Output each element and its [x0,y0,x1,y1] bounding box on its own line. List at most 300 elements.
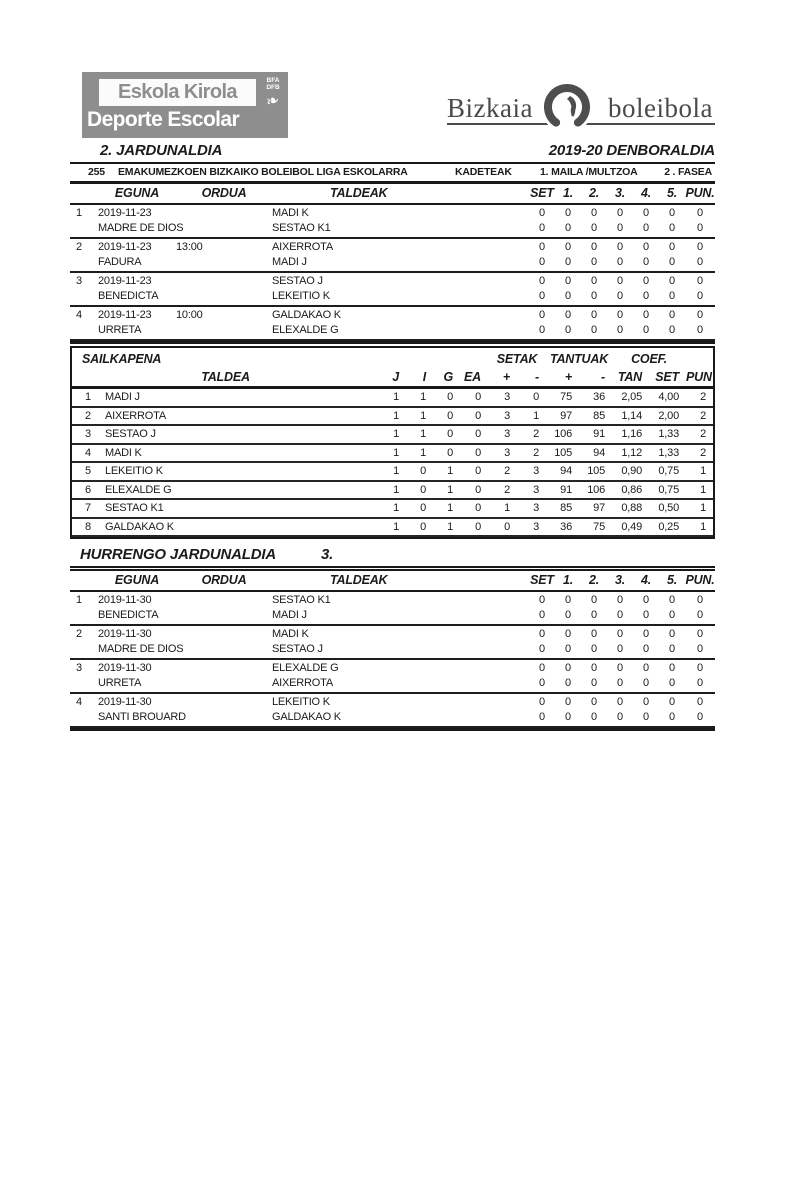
score-cell: 0 [697,309,703,321]
score-cell: 0 [539,309,545,321]
standings-team: AIXERROTA [105,409,166,422]
col-set-minus: - [535,370,539,384]
col-taldeak: TALDEAK [330,573,388,587]
score-cell: 0 [539,609,545,621]
bfa-badge-line1: BFA [266,77,280,84]
match-time [176,274,272,289]
stat-tan-coef: 0,88 [621,502,642,514]
stat-points-for: 75 [560,391,572,403]
stat-ea: 0 [475,520,481,533]
col-set4: 4. [640,573,652,587]
match-row [70,660,715,694]
col-taldea: TALDEA [201,370,250,384]
stat-g: 0 [447,391,453,403]
match-time [176,661,272,676]
stat-sets-lost: 2 [533,446,539,459]
score-cell: 0 [669,609,675,621]
stat-g: 1 [447,483,453,496]
stat-j: 1 [393,428,399,440]
stat-sets-won: 3 [504,391,510,403]
stat-points-against: 75 [593,520,605,533]
match-time: 13:00 [176,241,203,253]
standings-team: ELEXALDE G [105,483,172,496]
score-cell: 0 [697,628,703,640]
stat-i: 1 [420,409,426,422]
match-away-line [70,608,715,623]
score-cell: 0 [643,290,649,302]
score-cell: 0 [565,643,571,655]
standings-position: 5 [85,465,91,477]
score-cell: 0 [669,309,675,321]
away-team: LEKEITIO K [272,290,330,302]
stat-points-against: 94 [593,446,605,459]
stat-points-for: 85 [560,502,572,514]
bfa-emblem [258,72,288,138]
bizkaia-wordmark: Bizkaia [447,93,533,123]
score-cell: 0 [697,207,703,219]
score-cell: 0 [669,643,675,655]
col-taldeak: TALDEAK [330,186,388,200]
score-cell: 0 [669,290,675,302]
stat-set-coef: 1,33 [658,446,679,459]
score-cell: 0 [565,628,571,640]
score-cell: 0 [617,711,623,723]
match-number: 4 [76,309,82,321]
standings-position: 6 [85,483,91,496]
col-ordua: ORDUA [201,573,247,587]
stat-g: 0 [447,428,453,440]
round2-table [70,184,715,344]
score-cell: 0 [617,241,623,253]
stat-tan-coef: 1,16 [621,428,642,440]
stat-set-coef: 4,00 [658,391,679,403]
score-cell: 0 [697,696,703,708]
title-row [70,142,715,160]
score-cell: 0 [643,594,649,606]
match-number: 1 [76,207,82,219]
score-cell: 0 [565,677,571,689]
stat-sets-won: 3 [504,446,510,459]
stat-sets-lost: 2 [533,428,539,440]
col-set3: 3. [614,573,626,587]
away-team: GALDAKAO K [272,711,341,723]
stat-points-for: 94 [560,465,572,477]
col-set3: 3. [614,186,626,200]
match-home-line [70,627,715,642]
stat-i: 1 [420,428,426,440]
score-cell: 0 [697,594,703,606]
match-away-line [70,221,715,236]
score-cell: 0 [565,275,571,287]
col-set1: 1. [562,186,574,200]
col-eguna: EGUNA [114,186,160,200]
standings-team: SESTAO K1 [105,502,164,514]
match-venue: BENEDICTA [98,609,159,621]
score-cell: 0 [643,309,649,321]
score-cell: 0 [617,222,623,234]
match-date: 2019-11-23 [98,275,152,287]
home-team: GALDAKAO K [272,309,341,321]
stat-tan-coef: 1,14 [621,409,642,422]
col-eguna: EGUNA [114,573,160,587]
standings-team-cell [72,446,379,461]
match-date: 2019-11-23 [98,207,152,219]
stat-points-against: 106 [587,483,605,496]
score-cell: 0 [669,711,675,723]
match-row [70,626,715,660]
stat-pun: 2 [700,428,706,440]
next-round-title: HURRENGO JARDUNALDIA [80,546,277,563]
col-tan-minus: - [601,370,605,384]
score-cell: 0 [565,222,571,234]
home-team: SESTAO K1 [272,594,331,606]
home-team: LEKEITIO K [272,696,330,708]
stat-pun: 2 [700,409,706,422]
match-time [176,206,272,221]
standings-row [72,426,713,445]
stat-set-coef: 0,75 [658,483,679,496]
stat-g: 1 [447,520,453,533]
score-cell: 0 [643,711,649,723]
score-cell: 0 [643,643,649,655]
stat-set-coef: 1,33 [658,428,679,440]
league-code: 255 [88,166,105,178]
stat-ea: 0 [475,409,481,422]
score-cell: 0 [539,324,545,336]
stat-tan-coef: 2,05 [621,391,642,403]
stat-sets-won: 3 [504,428,510,440]
score-cell: 0 [697,275,703,287]
standings-team: SESTAO J [105,428,156,440]
standings-team-cell [72,390,379,405]
score-cell: 0 [565,207,571,219]
score-cell: 0 [591,256,597,268]
score-cell: 0 [617,628,623,640]
score-cell: 0 [643,628,649,640]
match-number: 3 [76,662,82,674]
score-cell: 0 [643,275,649,287]
standings-team: MADI K [105,446,142,459]
standings-team-cell [72,427,379,442]
score-cell: 0 [697,662,703,674]
stat-i: 0 [420,483,426,496]
stat-ea: 0 [475,483,481,496]
volleyball-swirl-icon [540,80,594,134]
match-home-line [70,274,715,289]
col-i: I [422,370,426,384]
stat-points-for: 36 [560,520,572,533]
standings-column-header [72,368,713,389]
match-venue: SANTI BROUARD [98,711,186,723]
stat-i: 1 [420,391,426,403]
standings-team-cell [72,520,379,535]
score-cell: 0 [643,696,649,708]
match-row [70,694,715,728]
score-cell: 0 [643,662,649,674]
stat-tan-coef: 0,86 [621,483,642,496]
stat-pun: 1 [700,465,706,477]
group-coef: COEF. [631,352,667,366]
group-tantuak: TANTUAK [549,352,609,366]
col-ordua: ORDUA [201,186,247,200]
match-number: 1 [76,594,82,606]
stat-pun: 1 [700,520,706,533]
score-cell: 0 [565,241,571,253]
match-venue: FADURA [98,256,142,268]
score-cell: 0 [591,594,597,606]
score-cell: 0 [697,241,703,253]
score-cell: 0 [697,643,703,655]
stat-points-against: 36 [593,391,605,403]
round3-table [70,571,715,731]
match-away-line [70,255,715,270]
home-team: SESTAO J [272,275,323,287]
league-division: 1. MAILA /MULTZOA [540,166,638,178]
col-set: SET [530,186,554,200]
score-cell: 0 [591,290,597,302]
stat-ea: 0 [475,502,481,514]
stat-sets-lost: 3 [533,502,539,514]
match-home-line [70,661,715,676]
match-away-line [70,642,715,657]
stat-ea: 0 [475,428,481,440]
score-cell: 0 [539,628,545,640]
score-cell: 0 [617,256,623,268]
stat-pun: 2 [700,391,706,403]
stat-sets-lost: 0 [533,391,539,403]
match-time: 10:00 [176,309,203,321]
stat-j: 1 [393,502,399,514]
stat-j: 1 [393,483,399,496]
standings-title: SAILKAPENA [82,352,162,366]
match-away-line [70,323,715,338]
score-cell: 0 [591,711,597,723]
match-date: 2019-11-23 [98,241,152,253]
match-home-line [70,593,715,608]
stat-j: 1 [393,446,399,459]
match-home-line [70,695,715,710]
score-cell: 0 [591,609,597,621]
standings-team-cell [72,464,379,479]
standings-row [72,519,713,538]
next-round-number: 3. [321,546,334,563]
stat-sets-lost: 3 [533,520,539,533]
stat-ea: 0 [475,446,481,459]
score-cell: 0 [539,256,545,268]
score-cell: 0 [669,677,675,689]
group-setak: SETAK [496,352,538,366]
match-row [70,592,715,626]
score-cell: 0 [643,241,649,253]
stat-points-against: 97 [593,502,605,514]
next-round-title-row [70,545,715,571]
standings-row [72,500,713,519]
stat-pun: 1 [700,502,706,514]
col-tan-coef: TAN [617,370,642,384]
leaf-icon: ❧ [264,91,282,112]
eskola-kirola-title-box [99,79,256,106]
score-cell: 0 [539,677,545,689]
score-cell: 0 [539,241,545,253]
stat-points-against: 105 [587,465,605,477]
standings-team: GALDAKAO K [105,520,174,533]
score-cell: 0 [591,222,597,234]
match-date: 2019-11-30 [98,696,152,708]
standings-row [72,463,713,482]
match-home-line [70,240,715,255]
match-away-line [70,289,715,304]
score-cell: 0 [643,222,649,234]
logo-header [70,72,715,140]
match-away-line [70,710,715,725]
stat-tan-coef: 1,12 [621,446,642,459]
stat-set-coef: 0,75 [658,465,679,477]
score-cell: 0 [539,290,545,302]
col-j: J [392,370,399,384]
score-cell: 0 [565,609,571,621]
stat-points-for: 97 [560,409,572,422]
league-bar [70,162,715,184]
away-team: SESTAO J [272,643,323,655]
match-date: 2019-11-30 [98,594,152,606]
score-cell: 0 [591,643,597,655]
away-team: SESTAO K1 [272,222,331,234]
stat-points-for: 91 [560,483,572,496]
score-cell: 0 [643,324,649,336]
stat-sets-lost: 3 [533,465,539,477]
stat-i: 0 [420,465,426,477]
standings-team-cell [72,409,379,424]
stat-i: 1 [420,446,426,459]
score-cell: 0 [539,222,545,234]
eskola-kirola-title: Eskola Kirola [118,81,237,103]
standings-table [70,346,715,539]
stat-j: 1 [393,465,399,477]
match-venue: BENEDICTA [98,290,159,302]
away-team: AIXERROTA [272,677,333,689]
score-cell: 0 [669,275,675,287]
stat-i: 0 [420,520,426,533]
col-pun: PUN. [685,186,715,200]
stat-tan-coef: 0,49 [621,520,642,533]
stat-j: 1 [393,391,399,403]
score-cell: 0 [617,662,623,674]
standings-team-cell [72,501,379,516]
score-cell: 0 [591,324,597,336]
score-cell: 0 [617,677,623,689]
bfa-badge-line2: DFB [266,84,280,91]
score-cell: 0 [617,696,623,708]
standings-position: 7 [85,502,91,514]
match-time [176,627,272,642]
home-team: MADI K [272,207,309,219]
score-cell: 0 [617,290,623,302]
stat-ea: 0 [475,391,481,403]
match-number: 3 [76,275,82,287]
score-cell: 0 [591,309,597,321]
standings-position: 8 [85,520,91,533]
score-cell: 0 [591,241,597,253]
stat-sets-won: 1 [504,502,510,514]
standings-team-cell [72,483,379,498]
stat-points-for: 105 [554,446,572,459]
score-cell: 0 [617,275,623,287]
score-cell: 0 [591,677,597,689]
stat-sets-lost: 3 [533,483,539,496]
match-date: 2019-11-30 [98,628,152,640]
score-cell: 0 [539,207,545,219]
score-cell: 0 [565,324,571,336]
score-cell: 0 [669,207,675,219]
home-team: ELEXALDE G [272,662,339,674]
bizkaia-boleibola-logo [447,80,715,136]
score-cell: 0 [669,324,675,336]
score-cell: 0 [643,677,649,689]
score-cell: 0 [539,662,545,674]
score-cell: 0 [697,290,703,302]
score-cell: 0 [617,594,623,606]
score-cell: 0 [697,222,703,234]
match-number: 2 [76,628,82,640]
standings-team: LEKEITIO K [105,465,163,477]
stat-points-against: 91 [593,428,605,440]
home-team: AIXERROTA [272,241,333,253]
stat-g: 1 [447,465,453,477]
col-set2: 2. [588,186,600,200]
standings-position: 4 [85,446,91,459]
stat-pun: 2 [700,446,706,459]
stat-sets-won: 2 [504,483,510,496]
col-tan-plus: + [564,370,572,384]
stat-set-coef: 0,25 [658,520,679,533]
score-cell: 0 [591,207,597,219]
score-cell: 0 [539,696,545,708]
score-cell: 0 [643,609,649,621]
match-row [70,273,715,307]
standings-group-header [72,348,713,368]
stat-g: 0 [447,409,453,422]
col-set2: 2. [588,573,600,587]
score-cell: 0 [697,711,703,723]
standings-row [72,482,713,501]
standings-position: 3 [85,428,91,440]
score-cell: 0 [697,677,703,689]
standings-position: 2 [85,409,91,422]
standings-team: MADI J [105,391,140,403]
standings-row [72,445,713,464]
score-cell: 0 [617,207,623,219]
league-category: KADETEAK [455,166,512,178]
score-cell: 0 [617,309,623,321]
stat-i: 0 [420,502,426,514]
score-cell: 0 [669,696,675,708]
score-cell: 0 [643,256,649,268]
season-title: 2019-20 DENBORALDIA [548,142,715,159]
col-set-plus: + [502,370,510,384]
stat-set-coef: 2,00 [658,409,679,422]
deporte-escolar-title: Deporte Escolar [87,108,240,131]
stat-j: 1 [393,409,399,422]
match-venue: MADRE DE DIOS [98,643,184,655]
stat-points-against: 85 [593,409,605,422]
score-cell: 0 [539,275,545,287]
stat-set-coef: 0,50 [658,502,679,514]
col-set4: 4. [640,186,652,200]
match-time [176,593,272,608]
score-cell: 0 [697,609,703,621]
score-cell: 0 [539,594,545,606]
score-cell: 0 [697,256,703,268]
